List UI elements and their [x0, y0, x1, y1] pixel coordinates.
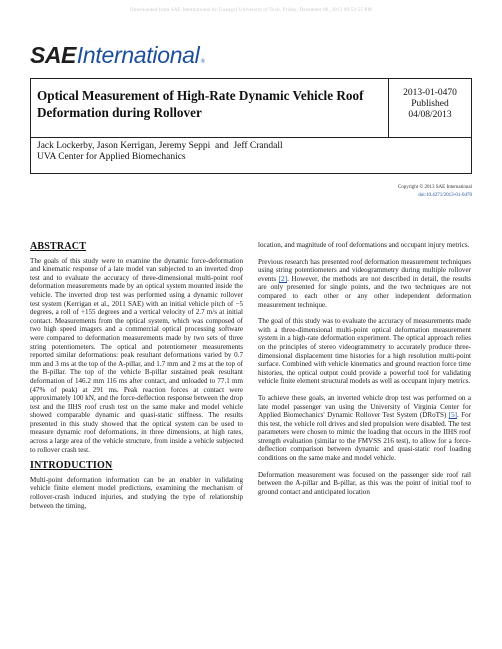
paper-title: Optical Measurement of High-Rate Dynamic Vehicle Roof Deformation during Rollover: [37, 88, 364, 120]
copyright-text: Copyright © 2013 SAE International: [397, 185, 472, 190]
abstract-heading: ABSTRACT: [30, 241, 87, 252]
doi-link[interactable]: doi:10.4271/2013-01-0470: [418, 193, 472, 198]
authors-block: [37, 141, 457, 163]
publication-info: [389, 79, 471, 138]
intro-paragraph-2: [258, 258, 471, 310]
logo-brand: SAE: [30, 42, 76, 68]
reference-link-5[interactable]: [5]: [448, 411, 457, 420]
affiliation: UVA Center for Applied Biomechanics: [37, 152, 186, 162]
logo-registered-mark: ®: [200, 59, 206, 65]
author-list: Jack Lockerby, Jason Kerrigan, Jeremy Seppi and Jeff Crandall: [37, 141, 283, 151]
paper-header-box: [30, 78, 472, 174]
intro-paragraph-1-start: Multi-point deformation information can be an enabler in validating vehicle finite element model predictions, examining the mechanism of rollover-crash induced injuries, and studying the type of relationship between the timing,: [30, 475, 243, 510]
sae-international-logo: [30, 42, 205, 69]
introduction-heading: INTRODUCTION: [30, 460, 113, 472]
download-notice: Downloaded from SAE International by Guangxi University of Tech, Friday, December 06, 2013 09:53:55 PM: [129, 8, 373, 13]
copyright-block: [398, 184, 472, 200]
publication-status: Published: [411, 99, 449, 109]
paper-number: 2013-01-0470: [403, 88, 457, 98]
intro-p2-text-b: . However, the methods are not described in detail, the results are only presented for single points, and the two techniques are not compared to each other or any other independent deformation measurement technique.: [258, 274, 471, 309]
intro-paragraph-5: Deformation measurement was focused on the passenger side roof rail between the A-pillar and B-pillar, as this was the point of initial roof to ground contact and anticipated location: [258, 470, 471, 496]
abstract-text: The goals of this study were to examine the dynamic force-deformation and kinematic response of a late model van subjected to an inverted drop test and to evaluate the accuracy of three-dimensional multi-point roof deformation measurements made by an optical system mounted inside the vehicle. The inverted drop test was performed using a dynamic rollover test system (Kerrigan et al., 2011 SAE) with an initial vehicle pitch of −5 degrees, a roll of +155 degrees and a vertical velocity of 2.7 m/s at initial contact. Measurements from the optical system, which was composed of two high speed imagers and a commercial optical processing software were compared to deformation measurements made by two sets of three string potentiometers. The optical and potentiometer measurements reported similar deformations: peak resultant deformations varied by 0.7 mm and 3 ms at the top of the A-pillar, and 1.7 mm and 2 ms at the top of the B-pillar. The top of the vehicle B-pillar sustained peak resultant deformation of 146.2 mm 116 ms after contact, and unloaded to 77.1 mm (47% of peak) at 291 ms. Peak reaction forces at contact were approximately 100 kN, and the force-deflection response between the drop test and the IIHS roof crush test on the same make and model vehicle showed comparable dynamic and quasi-static stiffness. The results presented in this study showed that the optical system can be used to measure dynamic roof deformations, in three dimensions, at high rates, across a large area of the vehicle structure, from inside a vehicle subjected to rollover crash test.: [30, 256, 243, 454]
intro-paragraph-4: [258, 394, 471, 463]
publication-date: 04/08/2013: [408, 110, 452, 120]
intro-paragraph-1-end: location, and magnitude of roof deformations and occupant injury metrics.: [258, 241, 470, 249]
reference-link-2[interactable]: [2]: [278, 274, 288, 283]
logo-word: International: [76, 42, 200, 68]
intro-p4-text-a: To achieve these goals, an inverted vehicle drop test was performed on a late model passenger van using the University of Virginia Center for Applied Biomechanics' Dynamic Rollover Test System (DRoTS): [258, 393, 471, 420]
intro-p2-text-a: Previous research has presented roof deformation measurement techniques using string potentiometers and videogrammetry during multiple rollover events: [258, 257, 471, 283]
title-cell: [31, 79, 389, 138]
intro-paragraph-3: The goal of this study was to evaluate the accuracy of measurements made with a three-dimensional multi-point optical deformation measurement system in a high-rate deformation experiment. The optical approach relies on the principles of stereo videogrammetry to accurately produce three-dimensional displacement time histories for a high resolution multi-point surface. Combined with vehicle kinematics and ground reaction force time histories, the optical output could provide a powerful tool for validating vehicle finite element structural models as well as occupant injury metrics.: [258, 317, 471, 386]
left-column: [30, 243, 243, 518]
intro-p4-text-b: . For this test, the vehicle roll drives and sled propulsion were disabled. The test parameters were chosen to mimic the loading that occurs in the IIHS roof strength evaluation (similar to the FMVSS 216 test), to allow for a force-deflection comparison between dynamic and quasi-static roof loading conditions on the same make and model vehicle.: [258, 411, 471, 463]
right-column: [258, 241, 471, 504]
